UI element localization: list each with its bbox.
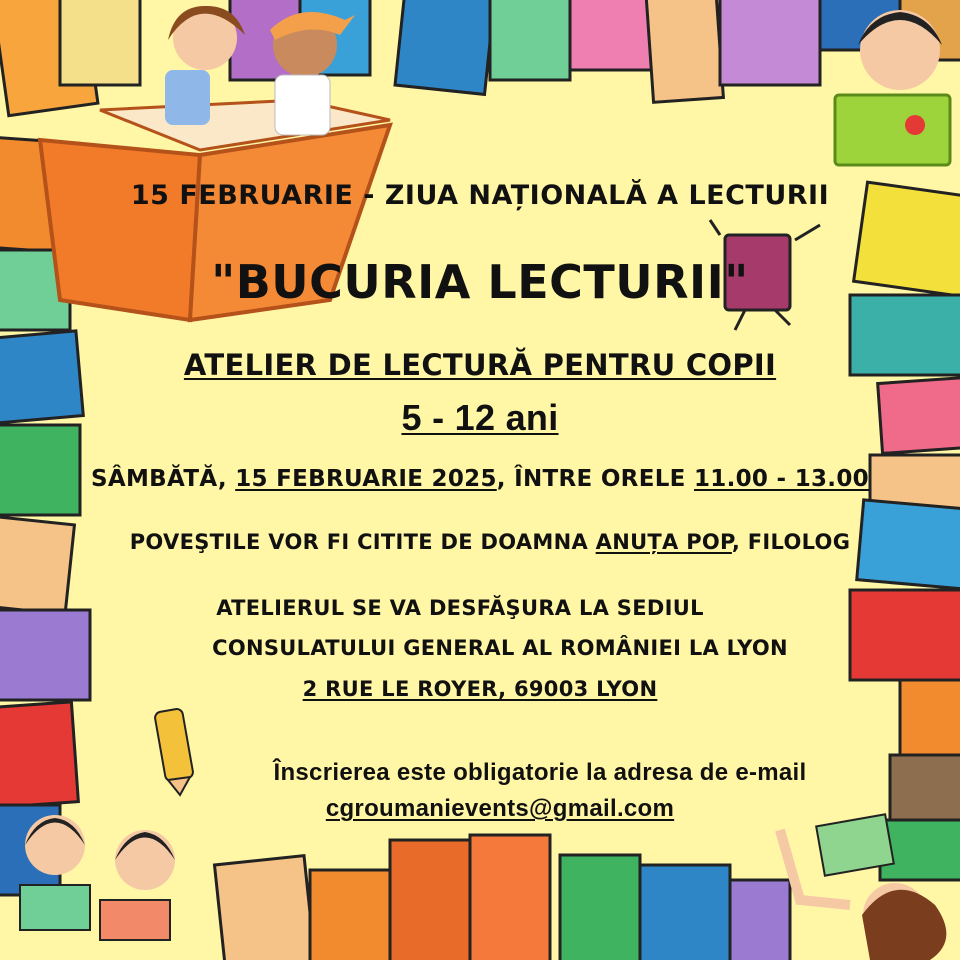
- venue-line-1: ATELIERUL SE VA DESFĂŞURA LA SEDIUL: [216, 596, 704, 620]
- venue-address: 2 RUE LE ROYER, 69003 LYON: [302, 677, 658, 701]
- event-subtitle: ATELIER DE LECTURĂ PENTRU COPII: [183, 348, 777, 382]
- bottom-books: [214, 835, 790, 960]
- registration-text: Înscrierea este obligatorie la adresa de e-mail: [273, 759, 807, 786]
- date-middle: , ÎNTRE ORELE: [496, 466, 694, 492]
- registration-email-link[interactable]: cgroumanievents@gmail.com: [325, 795, 675, 822]
- date-time-line: [0, 466, 960, 492]
- venue-line-2: CONSULATULUI GENERAL AL ROMÂNIEI LA LYON: [212, 636, 788, 660]
- date-prefix: SÂMBĂTĂ,: [91, 466, 236, 492]
- event-hours: 11.00 - 13.00: [693, 466, 869, 492]
- reader-line: [10, 530, 960, 554]
- event-title: "BUCURIA LECTURII": [211, 255, 749, 309]
- headline-date: 15 FEBRUARIE - ZIUA NAȚIONALĂ A LECTURII: [130, 180, 830, 211]
- event-date: 15 FEBRUARIE 2025: [235, 466, 497, 492]
- reader-name: ANUȚA POP: [595, 530, 732, 554]
- reader-suffix: , FILOLOG: [731, 530, 851, 554]
- top-books: [0, 0, 960, 116]
- reader-prefix: POVEŞTILE VOR FI CITITE DE DOAMNA: [129, 530, 596, 554]
- age-range: 5 - 12 ani: [401, 397, 559, 438]
